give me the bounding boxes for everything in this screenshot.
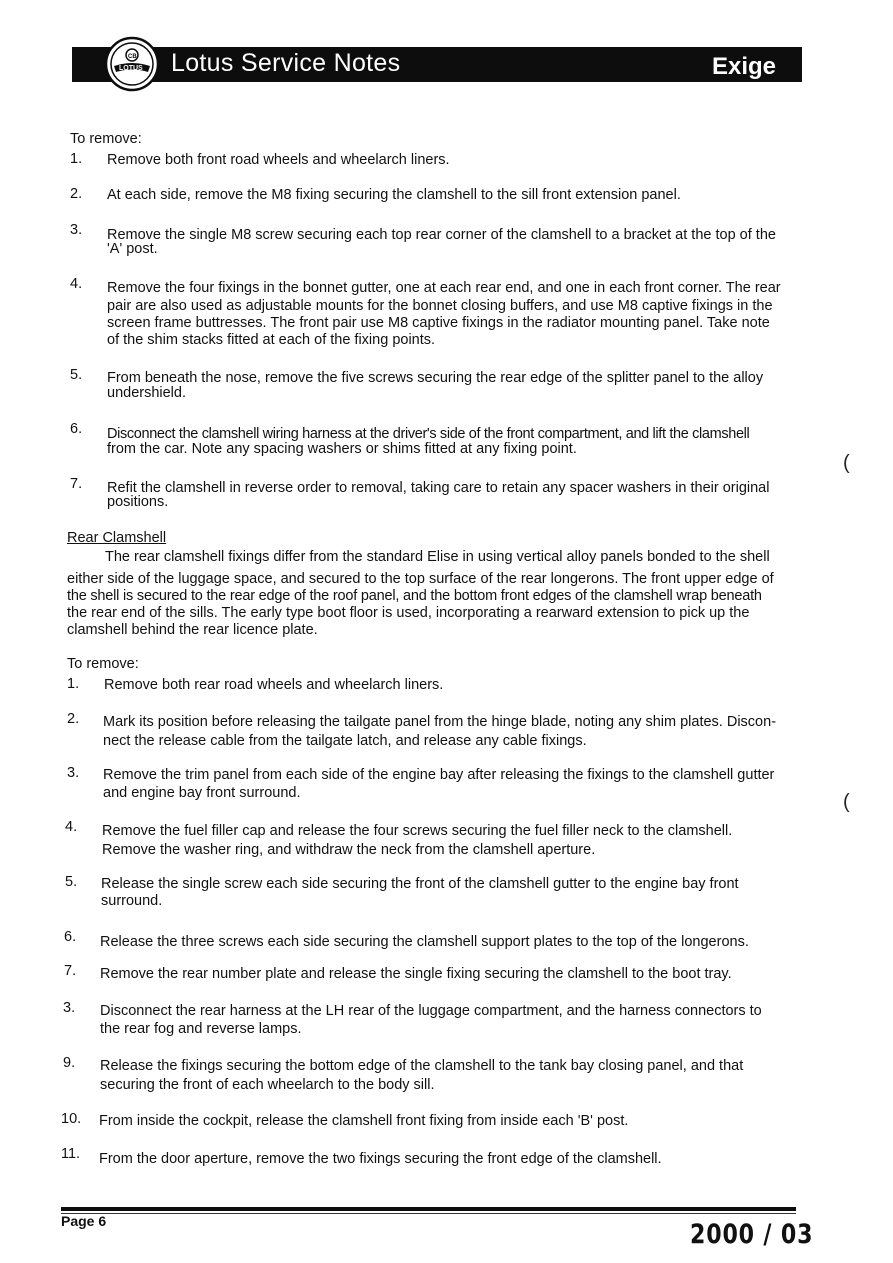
front-step-3-line-1: Remove the single M8 screw securing each top rear corner of the clamshell to a bracket at the top of the <box>107 227 776 243</box>
front-step-4-num: 4. <box>70 276 83 292</box>
rear-step-1-text: Remove both rear road wheels and wheelarch liners. <box>104 677 444 693</box>
rear-step-6-text: Release the three screws each side securing the clamshell support plates to the top of the longerons. <box>100 934 749 950</box>
margin-mark: ( <box>843 791 850 813</box>
page-number: Page 6 <box>61 1213 107 1229</box>
rear-body-line-3: the shell is secured to the rear edge of the roof panel, and the bottom front edges of the clamshell wrap beneath <box>67 588 762 604</box>
rear-body-line-1: The rear clamshell fixings differ from the standard Elise in using vertical alloy panels bonded to the shell <box>105 549 770 565</box>
rear-step-4-num: 4. <box>65 819 78 835</box>
rear-heading: Rear Clamshell <box>67 530 167 546</box>
front-step-5-line-1: From beneath the nose, remove the five screws securing the rear edge of the splitter panel to the alloy <box>107 370 764 386</box>
rear-step-9-line-2: securing the front of each wheelarch to the body sill. <box>100 1077 435 1093</box>
rear-step-2-line-2: nect the release cable from the tailgate latch, and release any cable fixings. <box>103 733 587 749</box>
front-step-6-line-1: Disconnect the clamshell wiring harness at the driver's side of the front compartment, and lift the clamshell <box>107 426 750 442</box>
rear-step-2-num: 2. <box>67 711 80 727</box>
header-model: Exige <box>712 53 777 80</box>
front-intro: To remove: <box>70 131 142 147</box>
front-step-5-line-2: undershield. <box>107 385 186 401</box>
front-step-3-line-2: 'A' post. <box>107 241 158 257</box>
rear-step-5-line-2: surround. <box>101 893 163 909</box>
header-title: Lotus Service Notes <box>171 49 401 77</box>
rear-body-line-2: either side of the luggage space, and secured to the top surface of the rear longerons. The front upper edge of <box>67 571 774 587</box>
front-step-2-num: 2. <box>70 186 83 202</box>
rear-step-10-text: From inside the cockpit, release the clamshell front fixing from inside each 'B' post. <box>99 1113 629 1129</box>
front-step-1-text: Remove both front road wheels and wheelarch liners. <box>107 152 450 168</box>
front-step-4-line-2: pair are also used as adjustable mounts for the bonnet closing buffers, and use M8 captive fixings in the <box>107 298 773 314</box>
rear-step-9-num: 9. <box>63 1055 76 1071</box>
front-step-4-line-4: of the shim stacks fitted at each of the fixing points. <box>107 332 436 348</box>
margin-mark: ( <box>843 452 850 474</box>
rear-step-3-line-2: and engine bay front surround. <box>103 785 301 801</box>
front-step-7-line-1: Refit the clamshell in reverse order to removal, taking care to retain any spacer washers in their original <box>107 480 770 496</box>
front-step-6-num: 6. <box>70 421 83 437</box>
rear-step-11-text: From the door aperture, remove the two fixings securing the front edge of the clamshell. <box>99 1151 662 1167</box>
rear-intro: To remove: <box>67 656 139 672</box>
front-step-3-num: 3. <box>70 222 83 238</box>
rear-step-4-line-1: Remove the fuel filler cap and release the four screws securing the fuel filler neck to the clamshell. <box>102 823 733 839</box>
rear-step-1-num: 1. <box>67 676 80 692</box>
issue-number: 2000 / 03 <box>690 1219 814 1250</box>
svg-text:CB: CB <box>128 54 137 60</box>
rear-step-7-text: Remove the rear number plate and release the single fixing securing the clamshell to the boot tray. <box>100 966 732 982</box>
front-step-4-line-3: screen frame buttresses. The front pair use M8 captive fixings in the radiator mounting panel. Take note <box>107 315 770 331</box>
rear-step-4-line-2: Remove the washer ring, and withdraw the neck from the clamshell aperture. <box>102 842 596 858</box>
lotus-logo-icon <box>104 36 160 92</box>
rear-step-3-num: 3. <box>67 765 80 781</box>
svg-text:LOTUS: LOTUS <box>119 65 143 72</box>
rear-step-8-num: 3. <box>63 1000 76 1016</box>
front-step-2-text: At each side, remove the M8 fixing securing the clamshell to the sill front extension panel. <box>107 187 681 203</box>
rear-step-8-line-2: the rear fog and reverse lamps. <box>100 1021 302 1037</box>
rear-step-2-line-1: Mark its position before releasing the tailgate panel from the hinge blade, noting any shim plates. Discon- <box>103 714 777 730</box>
rear-step-3-line-1: Remove the trim panel from each side of the engine bay after releasing the fixings to the clamshell gutter <box>103 767 775 783</box>
rear-step-5-num: 5. <box>65 874 78 890</box>
footer-rule <box>61 1207 796 1211</box>
rear-step-5-line-1: Release the single screw each side securing the front of the clamshell gutter to the engine bay front <box>101 876 739 892</box>
rear-body-line-5: clamshell behind the rear licence plate. <box>67 622 318 638</box>
rear-step-11-num: 11. <box>61 1146 81 1162</box>
front-step-7-num: 7. <box>70 476 83 492</box>
rear-step-10-num: 10. <box>61 1111 82 1127</box>
front-step-4-line-1: Remove the four fixings in the bonnet gutter, one at each rear end, and one in each front corner. The rear <box>107 280 781 296</box>
rear-step-7-num: 7. <box>64 963 77 979</box>
rear-body-line-4: the rear end of the sills. The early type boot floor is used, incorporating a rearward extension to pick up the <box>67 605 750 621</box>
front-step-7-line-2: positions. <box>107 494 169 510</box>
rear-step-8-line-1: Disconnect the rear harness at the LH rear of the luggage compartment, and the harness connectors to <box>100 1003 762 1019</box>
front-step-6-line-2: from the car. Note any spacing washers or shims fitted at any fixing point. <box>107 441 577 457</box>
footer-rule-thin <box>61 1213 796 1214</box>
rear-step-9-line-1: Release the fixings securing the bottom edge of the clamshell to the tank bay closing panel, and that <box>100 1058 744 1074</box>
rear-step-6-num: 6. <box>64 929 77 945</box>
front-step-5-num: 5. <box>70 367 83 383</box>
front-step-1-num: 1. <box>70 151 83 167</box>
